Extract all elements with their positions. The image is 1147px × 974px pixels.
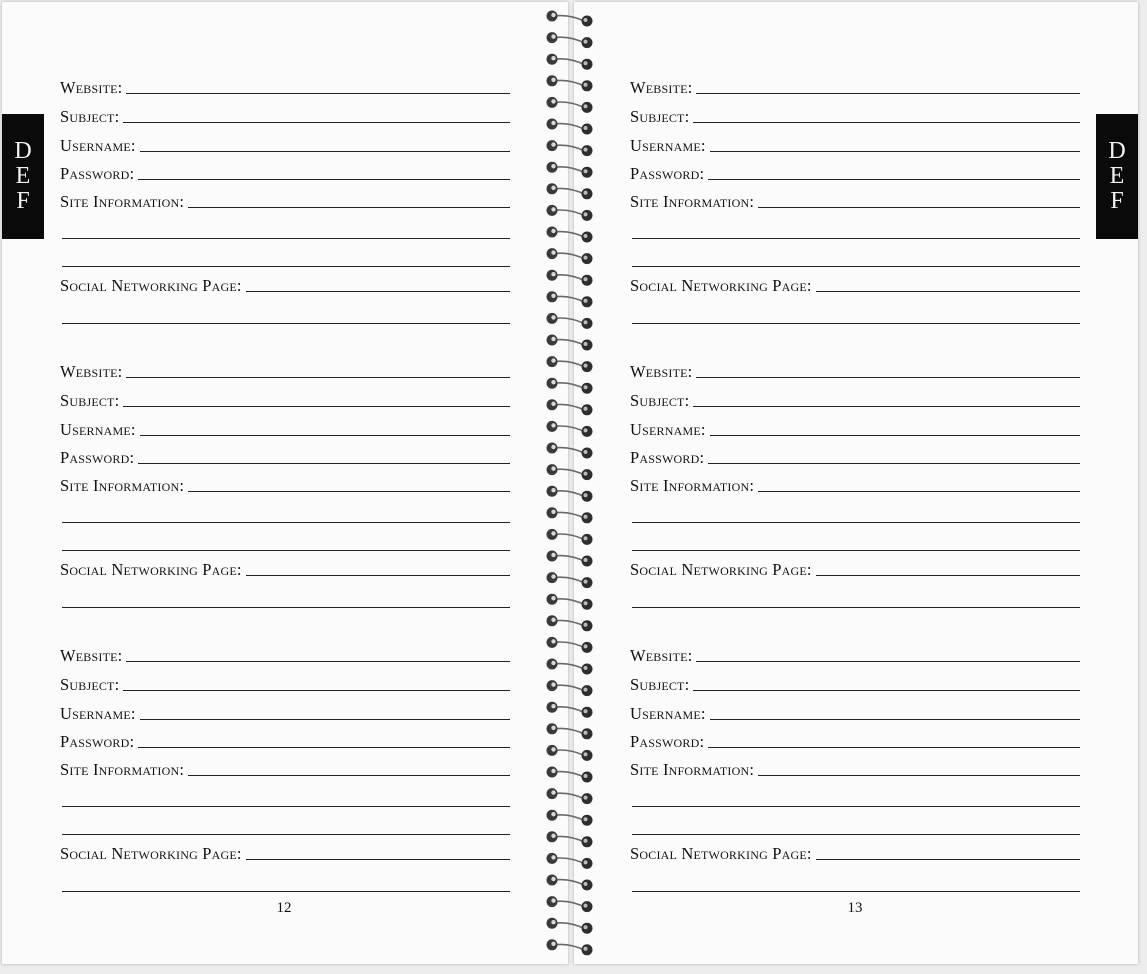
tab-letter: D (14, 138, 32, 164)
write-in-line[interactable] (632, 891, 1080, 892)
username-field (60, 418, 510, 438)
tab-letter: E (15, 163, 31, 189)
subject-label: Subject: (60, 107, 120, 126)
spiral-coil (547, 702, 593, 718)
website-label: Website: (60, 362, 123, 381)
write-in-line[interactable] (62, 323, 510, 324)
username-label: Username: (60, 704, 136, 723)
social-networking-page-label: Social Networking Page: (60, 560, 242, 579)
spiral-coil (547, 896, 593, 912)
subject-field (60, 673, 510, 693)
spiral-binding (540, 0, 600, 974)
password-label: Password: (630, 164, 705, 183)
spiral-coil (547, 356, 593, 372)
website-field (60, 360, 510, 380)
write-in-line[interactable] (632, 522, 1080, 523)
write-in-line[interactable] (62, 806, 510, 807)
write-in-line[interactable] (62, 834, 510, 835)
spiral-coil (547, 507, 593, 523)
username-field (630, 702, 1080, 722)
site-information-label: Site Information: (60, 192, 185, 211)
write-in-line[interactable] (188, 775, 510, 776)
account-record (630, 352, 1080, 612)
spiral-coil (547, 11, 593, 27)
spiral-coil (547, 939, 593, 955)
spiral-coil (547, 140, 593, 156)
spiral-coil (547, 464, 593, 480)
write-in-line[interactable] (138, 747, 510, 748)
write-in-line[interactable] (246, 291, 510, 292)
site-information-field (60, 474, 510, 494)
username-field (60, 702, 510, 722)
alphabet-tab[interactable] (2, 114, 44, 239)
spiral-coil (547, 615, 593, 631)
tab-letter: E (1109, 163, 1125, 189)
write-in-line[interactable] (693, 122, 1080, 123)
account-record (630, 636, 1080, 896)
spiral-coil (547, 529, 593, 545)
write-in-line[interactable] (188, 207, 510, 208)
social-networking-page-field (60, 274, 510, 294)
spiral-coil (547, 205, 593, 221)
subject-field (60, 105, 510, 125)
spiral-coil (547, 723, 593, 739)
spiral-coil (547, 183, 593, 199)
username-label: Username: (630, 704, 706, 723)
spiral-coil (547, 162, 593, 178)
website-label: Website: (60, 78, 123, 97)
write-in-line[interactable] (708, 747, 1080, 748)
spiral-coil (547, 291, 593, 307)
site-information-label: Site Information: (60, 760, 185, 779)
website-field (630, 644, 1080, 664)
write-in-line[interactable] (62, 522, 510, 523)
social-networking-page-field (630, 558, 1080, 578)
password-label: Password: (60, 732, 135, 751)
username-label: Username: (60, 136, 136, 155)
social-networking-page-label: Social Networking Page: (630, 276, 812, 295)
account-record (60, 352, 510, 612)
password-field (630, 730, 1080, 750)
website-label: Website: (60, 646, 123, 665)
social-networking-page-field (60, 842, 510, 862)
spiral-coil (547, 875, 593, 891)
username-field (60, 134, 510, 154)
write-in-line[interactable] (758, 207, 1080, 208)
tab-letter: D (1108, 138, 1126, 164)
write-in-line[interactable] (632, 266, 1080, 267)
write-in-line[interactable] (126, 93, 510, 94)
spiral-coil (547, 32, 593, 48)
spiral-coil (547, 788, 593, 804)
write-in-line[interactable] (816, 575, 1080, 576)
password-field (630, 446, 1080, 466)
subject-label: Subject: (630, 107, 690, 126)
social-networking-page-field (630, 842, 1080, 862)
social-networking-page-label: Social Networking Page: (630, 844, 812, 863)
write-in-line[interactable] (140, 435, 510, 436)
write-in-line[interactable] (710, 151, 1080, 152)
website-field (630, 76, 1080, 96)
social-networking-page-field (630, 274, 1080, 294)
spiral-coil (547, 853, 593, 869)
spiral-coil (547, 745, 593, 761)
write-in-line[interactable] (123, 406, 510, 407)
write-in-line[interactable] (62, 607, 510, 608)
spiral-coil (547, 119, 593, 135)
spiral-coil (547, 551, 593, 567)
spiral-coil (547, 594, 593, 610)
write-in-line[interactable] (62, 550, 510, 551)
password-label: Password: (60, 448, 135, 467)
write-in-line[interactable] (126, 661, 510, 662)
spiral-coil (547, 572, 593, 588)
website-field (630, 360, 1080, 380)
write-in-line[interactable] (693, 690, 1080, 691)
write-in-line[interactable] (138, 179, 510, 180)
site-information-field (630, 474, 1080, 494)
spiral-coil (547, 227, 593, 243)
username-label: Username: (60, 420, 136, 439)
spiral-coil (547, 421, 593, 437)
tab-letter: F (16, 188, 30, 214)
website-label: Website: (630, 646, 693, 665)
spiral-coil (547, 313, 593, 329)
website-field (60, 644, 510, 664)
website-label: Website: (630, 362, 693, 381)
write-in-line[interactable] (632, 607, 1080, 608)
write-in-line[interactable] (62, 266, 510, 267)
social-networking-page-label: Social Networking Page: (60, 844, 242, 863)
write-in-line[interactable] (816, 291, 1080, 292)
tab-letter: F (1110, 188, 1124, 214)
spiral-coil (547, 335, 593, 351)
spiral-coil (547, 270, 593, 286)
site-information-label: Site Information: (630, 760, 755, 779)
subject-label: Subject: (60, 391, 120, 410)
website-field (60, 76, 510, 96)
subject-label: Subject: (630, 391, 690, 410)
spiral-coil (547, 248, 593, 264)
write-in-line[interactable] (758, 775, 1080, 776)
account-record (60, 636, 510, 896)
spiral-coil (547, 486, 593, 502)
spiral-coil (547, 810, 593, 826)
website-label: Website: (630, 78, 693, 97)
spiral-coil (547, 443, 593, 459)
write-in-line[interactable] (126, 377, 510, 378)
spiral-coil (547, 637, 593, 653)
social-networking-page-label: Social Networking Page: (630, 560, 812, 579)
password-label: Password: (60, 164, 135, 183)
subject-field (60, 389, 510, 409)
password-field (60, 730, 510, 750)
account-record (60, 68, 510, 328)
write-in-line[interactable] (710, 719, 1080, 720)
write-in-line[interactable] (62, 238, 510, 239)
social-networking-page-label: Social Networking Page: (60, 276, 242, 295)
spiral-coil (547, 54, 593, 70)
write-in-line[interactable] (246, 575, 510, 576)
password-label: Password: (630, 732, 705, 751)
write-in-line[interactable] (246, 859, 510, 860)
password-label: Password: (630, 448, 705, 467)
write-in-line[interactable] (816, 859, 1080, 860)
site-information-field (60, 190, 510, 210)
write-in-line[interactable] (632, 323, 1080, 324)
site-information-field (60, 758, 510, 778)
password-field (60, 162, 510, 182)
site-information-label: Site Information: (630, 476, 755, 495)
subject-field (630, 673, 1080, 693)
write-in-line[interactable] (696, 661, 1080, 662)
write-in-line[interactable] (696, 93, 1080, 94)
password-field (630, 162, 1080, 182)
write-in-line[interactable] (123, 122, 510, 123)
left-page (2, 2, 568, 964)
username-label: Username: (630, 136, 706, 155)
spiral-coil (547, 399, 593, 415)
account-record (630, 68, 1080, 328)
spiral-coil (547, 75, 593, 91)
page-number: 13 (847, 900, 863, 916)
spiral-coil (547, 97, 593, 113)
right-page (574, 2, 1138, 964)
write-in-line[interactable] (140, 151, 510, 152)
write-in-line[interactable] (696, 377, 1080, 378)
site-information-label: Site Information: (630, 192, 755, 211)
write-in-line[interactable] (693, 406, 1080, 407)
write-in-line[interactable] (708, 463, 1080, 464)
site-information-field (630, 190, 1080, 210)
spiral-coil (547, 767, 593, 783)
subject-label: Subject: (60, 675, 120, 694)
write-in-line[interactable] (138, 463, 510, 464)
alphabet-tab[interactable] (1096, 114, 1138, 239)
write-in-line[interactable] (632, 238, 1080, 239)
write-in-line[interactable] (710, 435, 1080, 436)
write-in-line[interactable] (62, 891, 510, 892)
spiral-coil (547, 918, 593, 934)
username-field (630, 134, 1080, 154)
page-number: 12 (276, 900, 292, 916)
social-networking-page-field (60, 558, 510, 578)
username-field (630, 418, 1080, 438)
subject-field (630, 105, 1080, 125)
write-in-line[interactable] (632, 806, 1080, 807)
spiral-coil (547, 378, 593, 394)
spiral-coil (547, 831, 593, 847)
subject-field (630, 389, 1080, 409)
write-in-line[interactable] (123, 690, 510, 691)
spiral-coil (547, 680, 593, 696)
site-information-field (630, 758, 1080, 778)
write-in-line[interactable] (140, 719, 510, 720)
write-in-line[interactable] (632, 834, 1080, 835)
site-information-label: Site Information: (60, 476, 185, 495)
username-label: Username: (630, 420, 706, 439)
subject-label: Subject: (630, 675, 690, 694)
write-in-line[interactable] (632, 550, 1080, 551)
write-in-line[interactable] (758, 491, 1080, 492)
password-field (60, 446, 510, 466)
write-in-line[interactable] (708, 179, 1080, 180)
spiral-coil (547, 659, 593, 675)
write-in-line[interactable] (188, 491, 510, 492)
